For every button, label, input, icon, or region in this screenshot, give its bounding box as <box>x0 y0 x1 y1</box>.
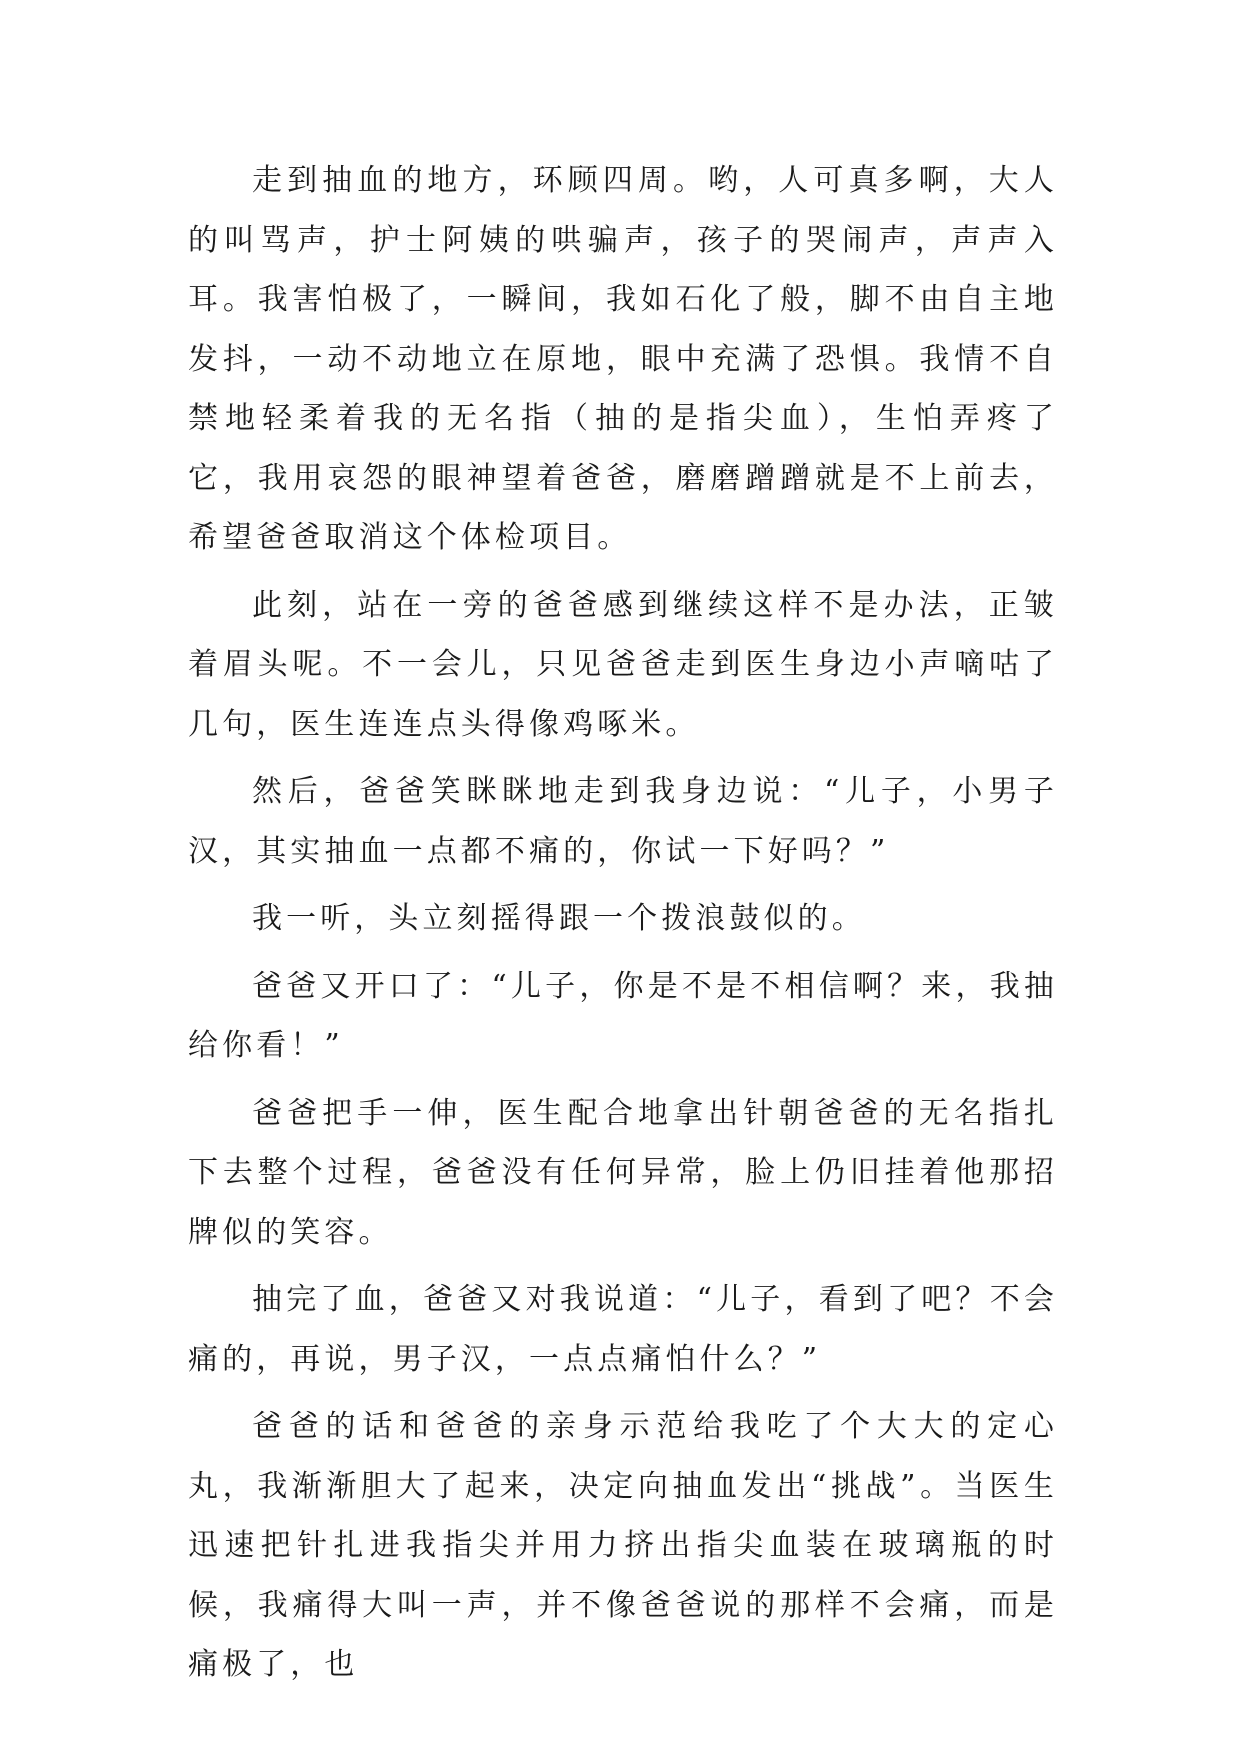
paragraph-4: 我一听，头立刻摇得跟一个拨浪鼓似的。 <box>252 901 866 936</box>
document-body <box>188 151 1058 1703</box>
paragraph-8: 爸爸的话和爸爸的亲身示范给我吃了个大大的定心丸，我渐渐胆大了起来，决定向抽血发出“挑战”。当医生迅速把针扎进我指尖并用力挤出指尖血装在玻璃瓶的时候，我痛得大叫一声，并不像爸爸说的那样不会痛，而是痛极了，也 <box>188 1409 1058 1682</box>
paragraph-7: 抽完了血，爸爸又对我说道：“儿子，看到了吧？不会痛的，再说，男子汉，一点点痛怕什么？” <box>188 1282 1058 1377</box>
paragraph-3: 然后，爸爸笑眯眯地走到我身边说：“儿子，小男子汉，其实抽血一点都不痛的，你试一下好吗？” <box>188 774 1058 869</box>
paragraph-1: 走到抽血的地方，环顾四周。哟，人可真多啊，大人的叫骂声，护士阿姨的哄骗声，孩子的哭闹声，声声入耳。我害怕极了，一瞬间，我如石化了般，脚不由自主地发抖，一动不动地立在原地，眼中充满了恐惧。我情不自禁地轻柔着我的无名指（抽的是指尖血），生怕弄疼了它，我用哀怨的眼神望着爸爸，磨磨蹭蹭就是不上前去，希望爸爸取消这个体检项目。 <box>188 163 1058 555</box>
paragraph-6: 爸爸把手一伸，医生配合地拿出针朝爸爸的无名指扎下去整个过程，爸爸没有任何异常，脸上仍旧挂着他那招牌似的笑容。 <box>188 1095 1058 1250</box>
paragraph-2: 此刻，站在一旁的爸爸感到继续这样不是办法，正皱着眉头呢。不一会儿，只见爸爸走到医生身边小声嘀咕了几句，医生连连点头得像鸡啄米。 <box>188 587 1058 742</box>
paragraph-5: 爸爸又开口了：“儿子，你是不是不相信啊？来，我抽给你看！” <box>188 968 1058 1063</box>
